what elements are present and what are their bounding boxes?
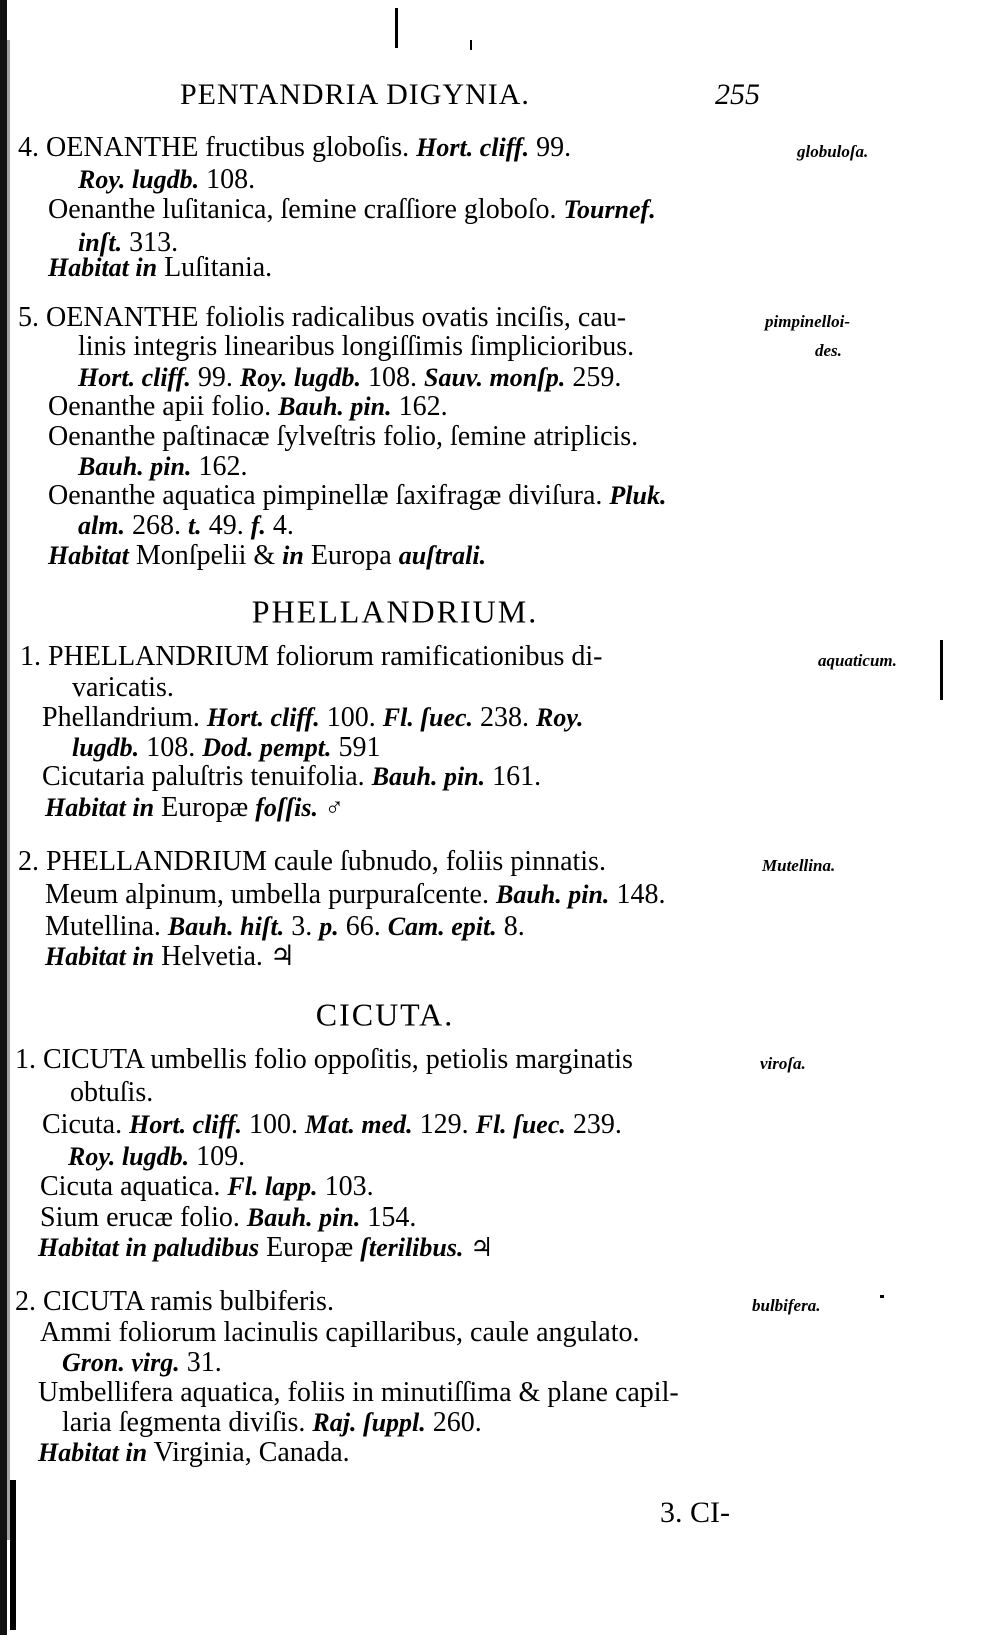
text-segment: Mutellina.	[45, 911, 168, 942]
italic-citation: Fl. ſuec.	[475, 1110, 566, 1139]
scan-speck	[470, 40, 472, 50]
italic-citation: auſtrali.	[398, 541, 487, 570]
italic-citation: t.	[187, 511, 202, 540]
italic-citation: Habitat	[48, 541, 129, 570]
italic-citation: Hort. cliff.	[416, 133, 530, 162]
text-segment: linis integris linearibus longiſſimis ſimplicioribus.	[78, 331, 635, 362]
italic-citation: Hort. cliff.	[206, 703, 320, 732]
text-segment: Sium erucæ folio.	[40, 1202, 247, 1233]
page-binding-shadow	[7, 40, 10, 1540]
text-segment: 313.	[122, 227, 179, 258]
running-title: PENTANDRIA DIGYNIA.	[180, 78, 530, 111]
scan-speck	[880, 1295, 884, 1298]
text-line	[78, 362, 621, 394]
italic-citation: Bauh. pin.	[78, 452, 192, 481]
text-segment: 260.	[425, 1407, 482, 1438]
marginal-species-name: pimpinelloi-	[765, 312, 850, 331]
text-segment: 108.	[199, 164, 256, 195]
italic-citation: Tournef.	[563, 195, 656, 224]
italic-citation: Bauh. pin.	[371, 762, 486, 791]
text-line	[18, 132, 571, 164]
text-line	[68, 1141, 245, 1173]
italic-citation: p.	[319, 912, 339, 941]
italic-citation: Fl. lapp.	[227, 1172, 318, 1201]
italic-citation: in	[282, 541, 304, 570]
text-segment: Europæ	[154, 792, 256, 823]
scan-speck	[940, 640, 943, 700]
italic-citation: Roy. lugdb.	[239, 363, 362, 392]
text-line	[42, 702, 583, 734]
text-segment: 1. PHELLANDRIUM foliorum ramificationibus di-	[20, 641, 603, 672]
text-line	[62, 1407, 482, 1439]
text-line	[38, 1437, 350, 1469]
italic-citation: Sauv. monſp.	[424, 363, 566, 392]
text-segment: 109.	[189, 1141, 246, 1172]
text-segment: 49.	[201, 510, 251, 541]
text-segment: Oenanthe apii folio.	[48, 391, 279, 422]
text-segment: 161.	[485, 761, 542, 792]
text-segment: 66.	[338, 911, 388, 942]
italic-citation: Gron. virg.	[62, 1348, 180, 1377]
text-segment: Phellandrium.	[42, 702, 207, 733]
text-segment: Umbellifera aquatica, foliis in minutiſſima & plane capil-	[38, 1377, 679, 1408]
italic-citation: Bauh. pin.	[495, 880, 610, 909]
text-segment: 100.	[319, 702, 383, 733]
text-segment: 154.	[360, 1202, 417, 1233]
marginal-species-name: viroſa.	[760, 1054, 806, 1073]
italic-citation: foſſis. ♂	[255, 793, 345, 822]
text-segment: Meum alpinum, umbella purpuraſcente.	[45, 879, 496, 910]
catchword: 3. CI-	[660, 1496, 730, 1529]
scan-speck	[10, 1480, 16, 1630]
text-line	[72, 732, 380, 764]
text-segment: 2. CICUTA ramis bulbiferis.	[15, 1286, 334, 1317]
text-segment: 103.	[317, 1171, 374, 1202]
text-segment: 162.	[391, 391, 448, 422]
italic-citation: Roy. lugdb.	[68, 1142, 190, 1171]
marginal-species-name: des.	[815, 341, 842, 360]
italic-citation: Bauh. pin.	[246, 1203, 361, 1232]
text-segment: Monſpelii &	[128, 540, 283, 571]
marginal-species-name: aquaticum.	[818, 651, 897, 670]
text-segment: 108.	[361, 362, 425, 393]
text-line	[40, 1171, 374, 1203]
italic-citation: Cam. epit.	[387, 912, 497, 941]
text-segment: Cicuta aquatica.	[40, 1171, 228, 1202]
text-line	[48, 421, 638, 453]
genus-heading-cicuta: CICUTA.	[315, 996, 455, 1033]
text-line	[70, 1077, 153, 1109]
text-segment: Helvetia. ♃	[154, 941, 296, 972]
text-segment: 4. OENANTHE fructibus globoſis.	[18, 132, 417, 163]
text-segment: 591	[331, 732, 381, 763]
italic-citation: alm.	[78, 511, 125, 540]
text-segment: varicatis.	[72, 672, 174, 703]
text-line	[48, 391, 448, 423]
text-segment: 148.	[609, 879, 666, 910]
text-segment: 4.	[265, 510, 294, 541]
italic-citation: ſterilibus. ♃	[360, 1233, 494, 1262]
text-line	[62, 1347, 222, 1379]
text-line	[45, 792, 344, 824]
text-line	[78, 510, 294, 542]
italic-citation: Bauh. pin.	[278, 392, 392, 421]
text-segment: Cicutaria paluſtris tenuifolia.	[42, 761, 372, 792]
text-segment: 99.	[529, 132, 572, 163]
text-segment: Oenanthe aquatica pimpinellæ ſaxifragæ diviſura.	[48, 480, 610, 511]
text-line	[20, 641, 602, 673]
text-line	[15, 1044, 633, 1076]
text-segment: obtuſis.	[70, 1077, 154, 1108]
text-segment: Ammi foliorum lacinulis capillaribus, caule angulato.	[40, 1317, 640, 1348]
text-line	[42, 1109, 622, 1141]
marginal-species-name: globuloſa.	[797, 142, 869, 161]
italic-citation: Roy. lugdb.	[78, 165, 200, 194]
italic-citation: Habitat in	[45, 942, 155, 971]
text-line	[48, 480, 666, 512]
page-binding-edge	[0, 0, 7, 1635]
text-segment: 129.	[412, 1109, 476, 1140]
text-line	[45, 879, 665, 911]
text-line	[15, 1286, 334, 1318]
italic-citation: Habitat in	[45, 793, 155, 822]
italic-citation: Hort. cliff.	[129, 1110, 242, 1139]
text-segment: 239.	[565, 1109, 622, 1140]
text-segment: Oenanthe paſtinacæ ſylveſtris folio, ſemine atriplicis.	[48, 421, 639, 452]
text-segment: 5. OENANTHE foliolis radicalibus ovatis inciſis, cau-	[18, 302, 627, 333]
text-line	[45, 911, 525, 943]
text-segment: 99.	[190, 362, 240, 393]
text-line	[40, 1317, 640, 1349]
text-segment: Virginia, Canada.	[147, 1437, 350, 1468]
italic-citation: Dod. pempt.	[202, 733, 332, 762]
page-number: 255	[715, 78, 760, 111]
text-segment: 238.	[473, 702, 537, 733]
italic-citation: Fl. ſuec.	[382, 703, 474, 732]
text-line	[18, 302, 626, 334]
italic-citation: lugdb.	[72, 733, 140, 762]
text-line	[48, 540, 486, 572]
text-line	[18, 846, 606, 878]
text-line	[78, 331, 634, 363]
text-segment: 268.	[124, 510, 188, 541]
italic-citation: inſt.	[78, 228, 123, 257]
text-segment: Europa	[303, 540, 399, 571]
marginal-species-name: Mutellina.	[762, 856, 836, 875]
text-line	[38, 1377, 679, 1409]
text-line	[48, 252, 272, 284]
text-line	[40, 1202, 416, 1234]
text-line	[72, 672, 174, 704]
scan-speck	[395, 8, 398, 48]
text-line	[48, 194, 656, 226]
italic-citation: Habitat in	[48, 253, 158, 282]
text-line	[78, 451, 247, 483]
genus-heading-phellandrium: PHELLANDRIUM.	[251, 593, 539, 630]
marginal-species-name: bulbifera.	[752, 1296, 821, 1315]
text-segment: 31.	[179, 1347, 222, 1378]
text-segment: Cicuta.	[42, 1109, 130, 1140]
text-line	[42, 761, 541, 793]
text-segment: 2. PHELLANDRIUM caule ſubnudo, foliis pinnatis.	[18, 846, 606, 877]
italic-citation: Roy.	[536, 703, 584, 732]
text-segment: 8.	[496, 911, 525, 942]
italic-citation: Hort. cliff.	[78, 363, 191, 392]
text-segment: Oenanthe luſitanica, ſemine craſſiore globoſo.	[48, 194, 564, 225]
italic-citation: Habitat in	[38, 1438, 148, 1467]
text-segment: 108.	[139, 732, 203, 763]
text-segment: 100.	[242, 1109, 305, 1140]
text-segment: 1. CICUTA umbellis folio oppoſitis, petiolis marginatis	[15, 1044, 633, 1075]
text-segment: laria ſegmenta diviſis.	[62, 1407, 313, 1438]
italic-citation: f.	[250, 511, 266, 540]
italic-citation: Mat. med.	[305, 1110, 413, 1139]
text-segment: 3.	[284, 911, 320, 942]
text-line	[45, 941, 295, 973]
italic-citation: Raj. ſuppl.	[312, 1408, 426, 1437]
text-line	[38, 1232, 493, 1264]
text-segment: Europæ	[259, 1232, 361, 1263]
text-line	[78, 164, 255, 196]
italic-citation: Bauh. hiſt.	[167, 912, 285, 941]
text-segment: 259.	[565, 362, 622, 393]
italic-citation: Habitat in paludibus	[38, 1233, 260, 1262]
text-segment: Luſitania.	[157, 252, 273, 283]
text-segment: 162.	[191, 451, 248, 482]
italic-citation: Pluk.	[609, 481, 667, 510]
